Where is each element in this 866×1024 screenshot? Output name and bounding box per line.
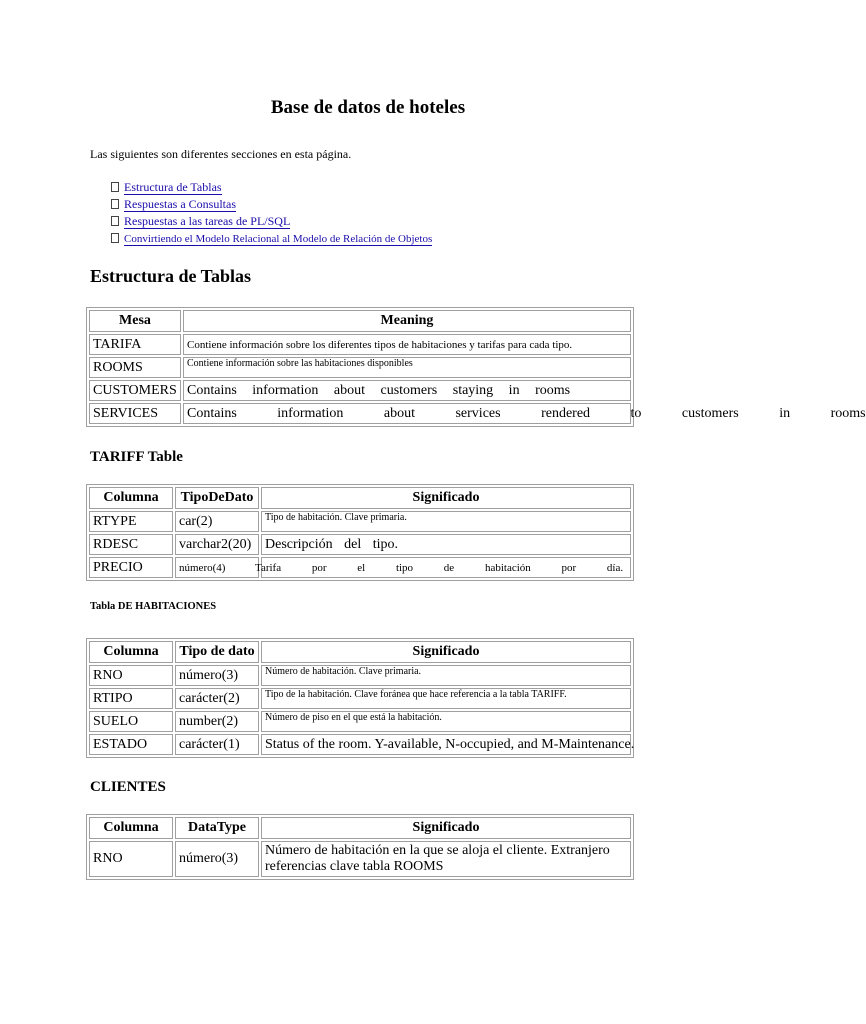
table-row (89, 711, 631, 732)
intro-text: Las siguientes son diferentes secciones en esta página. (90, 147, 352, 161)
column-header: Columna (89, 487, 173, 509)
table-cell: PRECIO (89, 557, 173, 578)
table-cell: carácter(1) (175, 734, 259, 755)
column-header: Significado (261, 487, 631, 509)
table-cell: CUSTOMERS (89, 380, 181, 401)
cell-text: Descripción del tipo. (265, 536, 399, 552)
table-cell: Número de piso en el que está la habitación. (261, 711, 631, 732)
toc-link-plsql[interactable]: Respuestas a las tareas de PL/SQL (124, 214, 291, 228)
bullet-icon (111, 216, 119, 226)
table-cell: car(2) (175, 511, 259, 532)
table-cell: Tipo de habitación. Clave primaria. (261, 511, 631, 532)
section-heading: Estructura de Tablas (90, 266, 252, 286)
column-header: Significado (261, 817, 631, 839)
toc-link-estructura[interactable]: Estructura de Tablas (124, 180, 222, 194)
table-row (89, 734, 631, 755)
table-row (89, 688, 631, 709)
table-row (89, 511, 631, 532)
table-cell: número(4) (175, 557, 259, 578)
rooms-table (86, 638, 634, 758)
clientes-table (86, 814, 634, 880)
toc-item (111, 213, 432, 230)
table-cell: TARIFA (89, 334, 181, 355)
table-cell (261, 534, 631, 555)
page-title: Base de datos de hoteles (270, 97, 466, 118)
toc-item (111, 196, 432, 213)
column-header: Meaning (183, 310, 631, 332)
table-cell: RTYPE (89, 511, 173, 532)
table-cell: RNO (89, 841, 173, 877)
table-cell: SUELO (89, 711, 173, 732)
table-cell: RTIPO (89, 688, 173, 709)
column-header: Columna (89, 641, 173, 663)
table-row (89, 557, 631, 578)
table-row (89, 841, 631, 877)
table-cell: número(3) (175, 665, 259, 686)
column-header: TipoDeDato (175, 487, 259, 509)
table-cell: Tipo de la habitación. Clave foránea que hace referencia a la tabla TARIFF. (261, 688, 631, 709)
rooms-heading: Tabla DE HABITACIONES (90, 601, 217, 612)
toc-link-objetos[interactable]: Convirtiendo el Modelo Relacional al Modelo de Relación de Objetos (124, 233, 433, 245)
table-cell (183, 380, 631, 401)
toc-link-consultas[interactable]: Respuestas a Consultas (124, 197, 236, 211)
bullet-icon (111, 182, 119, 192)
table-cell: Contiene información sobre las habitaciones disponibles (183, 357, 631, 378)
table-cell (183, 403, 866, 424)
table-row (89, 334, 631, 355)
cell-text: Contains information about services rendered to customers in rooms (187, 406, 866, 421)
table-row (89, 665, 631, 686)
table-cell: SERVICES (89, 403, 181, 424)
bullet-icon (111, 233, 119, 243)
table-row (89, 357, 631, 378)
toc-item (111, 179, 432, 196)
table-cell: number(2) (175, 711, 259, 732)
clientes-heading: CLIENTES (90, 779, 166, 795)
column-header: DataType (175, 817, 259, 839)
table-header-row (89, 641, 631, 663)
column-header: Tipo de dato (175, 641, 259, 663)
table-cell: Contiene información sobre los diferentes tipos de habitaciones y tarifas para cada tipo. (183, 334, 631, 355)
table-cell: ESTADO (89, 734, 173, 755)
table-of-contents (111, 179, 432, 247)
column-header: Columna (89, 817, 173, 839)
column-header: Significado (261, 641, 631, 663)
table-cell: varchar2(20) (175, 534, 259, 555)
toc-item (111, 230, 432, 247)
tariff-heading: TARIFF Table (90, 449, 183, 465)
table-header-row (89, 817, 631, 839)
table-cell: RNO (89, 665, 173, 686)
table-cell (255, 557, 631, 578)
cell-text: Tarifa por el tipo de habitación por día. (255, 561, 624, 574)
table-row (89, 380, 631, 401)
overview-table (86, 307, 866, 427)
table-cell: ROOMS (89, 357, 181, 378)
table-cell: número(3) (175, 841, 259, 877)
table-cell: Número de habitación en la que se aloja el cliente. Extranjero referencias clave tabla ROOMS (261, 841, 631, 877)
cell-text: Contains information about customers staying in rooms (187, 382, 571, 398)
column-header: Mesa (89, 310, 181, 332)
table-header-row (89, 487, 631, 509)
tariff-table (86, 484, 634, 581)
table-cell: carácter(2) (175, 688, 259, 709)
bullet-icon (111, 199, 119, 209)
table-cell: Status of the room. Y-available, N-occupied, and M-Maintenance. (261, 734, 631, 755)
table-cell: RDESC (89, 534, 173, 555)
table-row (89, 534, 631, 555)
table-row (89, 403, 631, 424)
table-cell: Número de habitación. Clave primaria. (261, 665, 631, 686)
table-header-row (89, 310, 631, 332)
